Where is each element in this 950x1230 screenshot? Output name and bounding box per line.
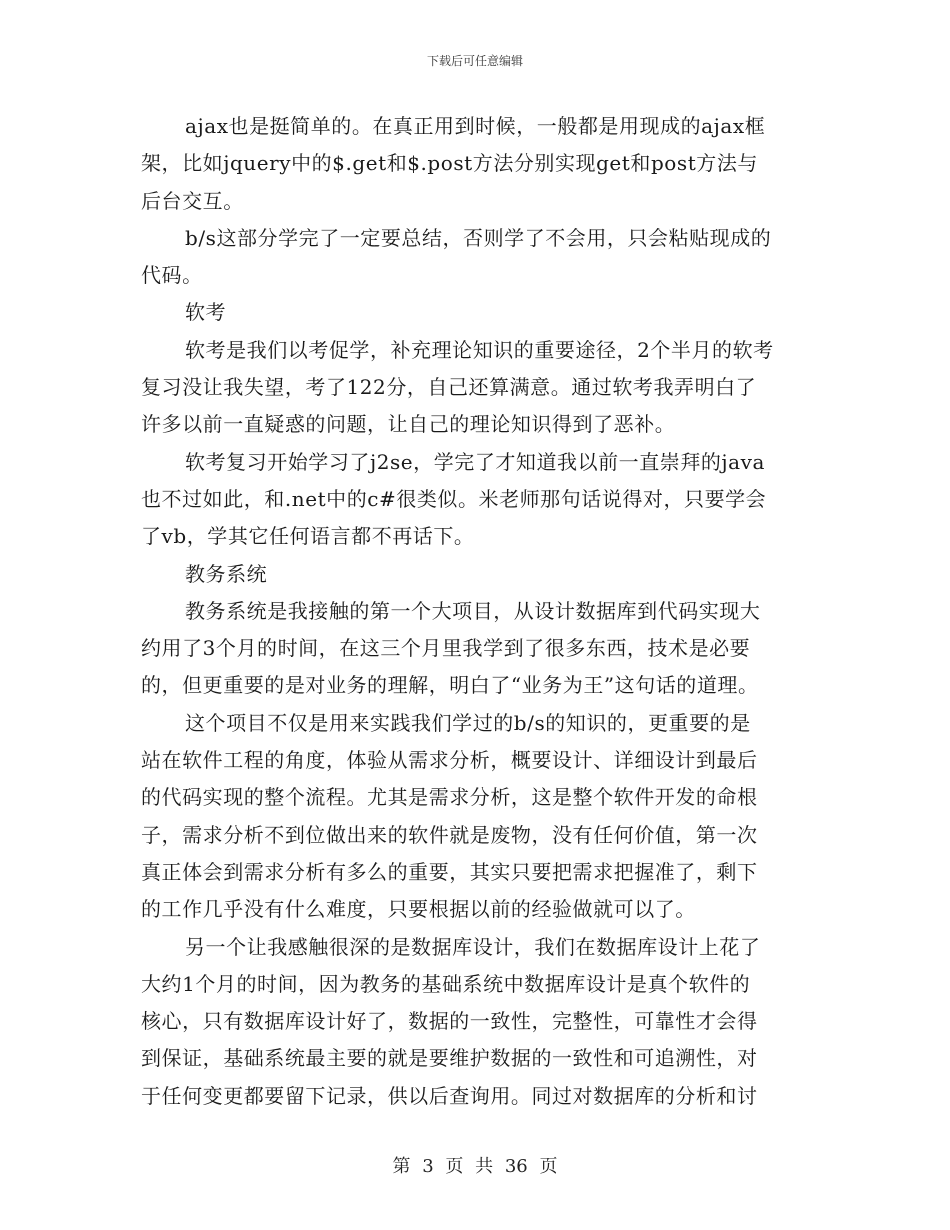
paragraph-line: 大约1个月的时间，因为教务的基础系统中数据库设计是真个软件的 xyxy=(141,971,751,996)
section-heading: 软考 xyxy=(185,300,227,325)
page-footer: 第 3 页 共 36 页 xyxy=(392,1156,558,1177)
paragraph-line: 也不过如此，和.net中的c#很类似。米老师那句话说得对，只要学会 xyxy=(141,486,767,511)
paragraph-line: 到保证，基础系统最主要的就是要维护数据的一致性和可追溯性，对 xyxy=(141,1046,758,1071)
paragraph-line: 的代码实现的整个流程。尤其是需求分析，这是整个软件开发的命根 xyxy=(141,785,758,810)
paragraph-line: 这个项目不仅是用来实践我们学过的b/s的知识的，更重要的是 xyxy=(185,710,751,735)
paragraph-line: 后台交互。 xyxy=(141,188,244,213)
paragraph-line: 站在软件工程的角度，体验从需求分析，概要设计、详细设计到最后 xyxy=(141,748,758,773)
paragraph-line: 真正体会到需求分析有多么的重要，其实只要把需求把握准了，剩下 xyxy=(141,859,758,884)
document-body xyxy=(141,108,813,1115)
paragraph-line: 软考是我们以考促学，补充理论知识的重要途径，2个半月的软考 xyxy=(185,337,774,362)
paragraph-line: 子，需求分析不到位做出来的软件就是废物，没有任何价值，第一次 xyxy=(141,822,758,847)
paragraph-line: 的，但更重要的是对业务的理解，明白了“业务为王”这句话的道理。 xyxy=(141,673,759,698)
paragraph-line: 软考复习开始学习了j2se，学完了才知道我以前一直崇拜的java xyxy=(185,449,765,474)
paragraph-line: 复习没让我失望，考了122分，自己还算满意。通过软考我弄明白了 xyxy=(141,375,757,400)
paragraph-line: 另一个让我感触很深的是数据库设计，我们在数据库设计上花了 xyxy=(185,934,761,959)
paragraph-line: 许多以前一直疑惑的问题，让自己的理论知识得到了恶补。 xyxy=(141,412,676,437)
paragraph-line: 于任何变更都要留下记录，供以后查询用。同过对数据库的分析和讨 xyxy=(141,1083,758,1108)
paragraph-line: ajax也是挺简单的。在真正用到时候，一般都是用现成的ajax框 xyxy=(185,114,766,138)
paragraph-line: 代码。 xyxy=(141,263,203,288)
paragraph-line: 了vb，学其它任何语言都不再话下。 xyxy=(141,524,475,549)
paragraph-line: 约用了3个月的时间，在这三个月里我学到了很多东西，技术是必要 xyxy=(141,636,751,661)
paragraph-line: 教务系统是我接触的第一个大项目，从设计数据库到代码实现大 xyxy=(185,598,761,623)
page-header: 下载后可任意编辑 xyxy=(426,54,523,68)
paragraph-line: 架，比如jquery中的$.get和$.post方法分别实现get和post方法与 xyxy=(141,151,758,176)
paragraph-line: b/s这部分学完了一定要总结，否则学了不会用，只会粘贴现成的 xyxy=(185,225,772,250)
section-heading: 教务系统 xyxy=(185,561,268,586)
paragraph-line: 的工作几乎没有什么难度，只要根据以前的经验做就可以了。 xyxy=(141,897,696,922)
paragraph-line: 核心，只有数据库设计好了，数据的一致性，完整性，可靠性才会得 xyxy=(141,1009,758,1034)
